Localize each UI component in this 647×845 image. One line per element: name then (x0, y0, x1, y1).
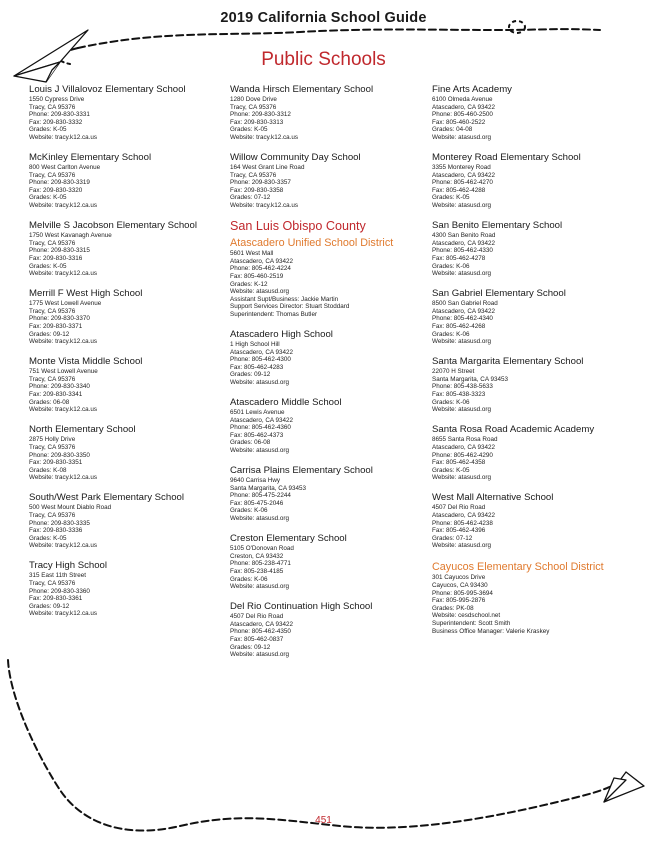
detail-line: Atascadero, CA 93422 (432, 443, 496, 451)
school-name: Fine Arts Academy (432, 84, 512, 95)
school-name: South/West Park Elementary School (29, 492, 184, 504)
phone-line: Phone: 209-830-3319 (29, 179, 90, 187)
grades-line: Grades: 09-12 (230, 371, 271, 379)
phone-line: Phone: 805-462-4330 (432, 247, 493, 255)
detail-line: 1750 West Kavanagh Avenue (29, 232, 112, 240)
fax-line: Fax: 805-238-4185 (230, 567, 284, 575)
detail-line: 500 West Mount Diablo Road (29, 504, 112, 512)
detail-line: 5601 West Mall (230, 250, 274, 258)
detail-line: 1280 Dove Drive (230, 96, 277, 103)
phone-line: Phone: 209-830-3350 (29, 451, 90, 459)
school-entry (29, 288, 225, 346)
website-line: Website: atasusd.org (230, 515, 290, 523)
detail-line: Atascadero, CA 93422 (432, 171, 496, 179)
school-name: Creston Elementary School (230, 533, 347, 545)
school-name: Tracy High School (29, 560, 108, 572)
grades-line: Grades: 09-12 (29, 602, 70, 610)
phone-line: Phone: 209-830-3335 (29, 519, 90, 527)
detail-line: 3355 Monterey Road (432, 164, 491, 172)
website-line: Website: tracy.k12.ca.us (29, 542, 98, 550)
school-name: Louis J Villalovoz Elementary School (29, 84, 186, 95)
fax-line: Fax: 209-830-3320 (29, 186, 83, 194)
school-entry (230, 533, 426, 591)
grades-line: Grades: K-05 (29, 534, 67, 542)
school-name: San Benito Elementary School (432, 220, 563, 232)
fax-line: Fax: 805-462-4358 (432, 459, 486, 467)
detail-line: Assistant Supt/Business: Jackie Martin (230, 295, 339, 303)
school-entry (29, 220, 225, 278)
grades-line: Grades: 04-08 (432, 126, 473, 134)
phone-line: Phone: 805-462-4340 (432, 315, 493, 323)
fax-line: Fax: 209-830-3361 (29, 595, 83, 603)
website-line: Website: atasusd.org (432, 202, 492, 210)
school-name: Del Rio Continuation High School (230, 601, 373, 613)
detail-line: 2875 Holly Drive (29, 436, 76, 444)
phone-line: Phone: 209-830-3370 (29, 315, 90, 323)
paper-airplane-icon (604, 772, 644, 802)
detail-line: 4507 Del Rio Road (432, 504, 486, 512)
website-line: Website: atasusd.org (230, 378, 290, 386)
phone-line: Phone: 805-462-4350 (230, 628, 291, 636)
grades-line: Grades: 06-08 (230, 439, 271, 447)
school-entry (432, 84, 628, 142)
school-entry (432, 492, 628, 550)
school-name: San Gabriel Elementary School (432, 288, 566, 300)
grades-line: Grades: 07-12 (230, 194, 271, 202)
school-entry (29, 560, 225, 618)
phone-line: Phone: 209-830-3357 (230, 179, 291, 187)
website-line: Website: atasusd.org (432, 474, 492, 482)
column-2 (230, 84, 426, 669)
detail-line: Atascadero, CA 93422 (432, 511, 496, 519)
fax-line: Fax: 805-460-2522 (432, 118, 486, 126)
school-name: McKinley Elementary School (29, 152, 152, 164)
detail-line: 315 East 11th Street (29, 572, 86, 580)
fax-line: Fax: 209-830-3313 (230, 118, 284, 126)
website-line: Website: atasusd.org (432, 338, 492, 346)
detail-line: Atascadero, CA 93422 (230, 620, 294, 628)
fax-line: Fax: 805-438-3323 (432, 391, 486, 399)
website-line: Website: tracy.k12.ca.us (29, 133, 98, 141)
phone-line: Phone: 805-462-4360 (230, 424, 291, 432)
grades-line: Grades: K-06 (432, 398, 470, 406)
website-line: Website: atasusd.org (432, 133, 492, 141)
fax-line: Fax: 209-830-3316 (29, 254, 83, 262)
detail-line: Atascadero, CA 93422 (432, 103, 496, 111)
column-3 (432, 84, 628, 646)
detail-line: Atascadero, CA 93422 (432, 307, 496, 315)
detail-line: Tracy, CA 95376 (29, 307, 76, 315)
school-name: Monterey Road Elementary School (432, 152, 581, 164)
phone-line: Phone: 805-462-4270 (432, 179, 493, 187)
detail-line: 8500 San Gabriel Road (432, 300, 498, 308)
phone-line: Phone: 209-830-3312 (230, 111, 291, 119)
grades-line: Grades: K-06 (230, 575, 268, 583)
school-name: Wanda Hirsch Elementary School (230, 84, 374, 95)
school-entry (29, 356, 225, 414)
grades-line: Grades: K-12 (230, 280, 268, 288)
detail-line: 8655 Santa Rosa Road (432, 436, 498, 444)
phone-line: Phone: 805-460-2500 (432, 111, 493, 119)
school-name: West Mall Alternative School (432, 492, 554, 504)
district-entry (432, 560, 628, 635)
grades-line: Grades: K-05 (29, 262, 67, 270)
school-entry (29, 84, 225, 142)
phone-line: Phone: 209-830-3315 (29, 247, 90, 255)
fax-line: Fax: 805-462-4288 (432, 186, 486, 194)
detail-line: Atascadero, CA 93422 (230, 348, 294, 356)
detail-line: 5105 O'Donovan Road (230, 545, 294, 553)
phone-line: Phone: 805-438-5633 (432, 383, 493, 391)
school-name: Carrisa Plains Elementary School (230, 465, 373, 477)
detail-line: Atascadero, CA 93422 (230, 257, 294, 265)
district-entry (230, 236, 426, 318)
grades-line: Grades: K-06 (230, 507, 268, 515)
school-entry (230, 397, 426, 455)
phone-line: Phone: 209-830-3331 (29, 111, 90, 119)
school-entry (432, 356, 628, 414)
grades-line: Grades: 09-12 (230, 643, 271, 651)
school-entry (230, 84, 426, 142)
detail-line: 6100 Olmeda Avenue (432, 96, 493, 103)
school-name: Monte Vista Middle School (29, 356, 143, 368)
fax-line: Fax: 209-830-3351 (29, 459, 83, 467)
grades-line: Grades: K-05 (432, 194, 470, 202)
detail-line: Tracy, CA 95376 (29, 171, 76, 179)
website-line: Website: tracy.k12.ca.us (29, 270, 98, 278)
phone-line: Phone: 209-830-3360 (29, 587, 90, 595)
phone-line: Phone: 805-462-4300 (230, 356, 291, 364)
website-line: Website: tracy.k12.ca.us (230, 202, 299, 210)
detail-line: 301 Cayucos Drive (432, 574, 486, 582)
detail-line: Atascadero, CA 93422 (230, 416, 294, 424)
detail-line: 4300 San Benito Road (432, 232, 496, 240)
grades-line: Grades: 06-08 (29, 398, 70, 406)
fax-line: Fax: 805-462-4283 (230, 363, 284, 371)
detail-line: 164 West Grant Line Road (230, 164, 305, 172)
website-line: Website: tracy.k12.ca.us (29, 406, 98, 414)
section-title: Public Schools (261, 49, 386, 70)
guide-title: 2019 California School Guide (220, 10, 427, 26)
grades-line: Grades: K-06 (432, 262, 470, 270)
detail-line: Tracy, CA 95376 (29, 443, 76, 451)
website-line: Website: tracy.k12.ca.us (29, 338, 98, 346)
grades-line: Grades: PK-08 (432, 604, 474, 612)
detail-line: Tracy, CA 95376 (29, 511, 76, 519)
detail-line: Support Services Director: Stuart Stoddard (230, 303, 350, 311)
detail-line: Santa Margarita, CA 93453 (230, 484, 306, 492)
school-entry (29, 152, 225, 210)
phone-line: Phone: 805-995-3694 (432, 589, 493, 597)
detail-line: Tracy, CA 95376 (230, 103, 277, 111)
fax-line: Fax: 209-830-3358 (230, 186, 284, 194)
phone-line: Phone: 805-462-4238 (432, 519, 493, 527)
detail-line: 9640 Carrisa Hwy (230, 477, 281, 485)
website-line: Website: tracy.k12.ca.us (29, 610, 98, 618)
district-name: Cayucos Elementary School District (432, 561, 604, 574)
detail-line: Tracy, CA 95376 (29, 103, 76, 111)
grades-line: Grades: K-05 (29, 194, 67, 202)
detail-line: Superintendent: Thomas Butler (230, 310, 318, 318)
website-line: Website: tracy.k12.ca.us (29, 474, 98, 482)
website-line: Website: atasusd.org (230, 447, 290, 454)
website-line: Website: atasusd.org (432, 406, 492, 414)
school-entry (230, 465, 426, 523)
fax-line: Fax: 209-830-3341 (29, 391, 83, 399)
school-name: Atascadero High School (230, 328, 333, 340)
detail-line: Atascadero, CA 93422 (432, 239, 496, 247)
county-heading: San Luis Obispo County (230, 219, 366, 234)
fax-line: Fax: 805-462-0837 (230, 636, 284, 643)
school-entry (432, 288, 628, 346)
website-line: Website: tracy.k12.ca.us (230, 133, 299, 141)
grades-line: Grades: 07-12 (432, 534, 473, 542)
website-line: Website: atasusd.org (432, 270, 492, 278)
fax-line: Fax: 805-462-4278 (432, 254, 486, 262)
school-entry (230, 601, 426, 659)
district-name: Atascadero Unified School District (230, 237, 394, 250)
fax-line: Fax: 209-830-3336 (29, 527, 83, 535)
fax-line: Fax: 209-830-3332 (29, 118, 83, 126)
website-line: Website: atasusd.org (432, 542, 492, 550)
page-number: 451 (315, 815, 332, 826)
detail-line: Tracy, CA 95376 (29, 375, 76, 383)
detail-line: 1 High School Hill (230, 340, 280, 348)
detail-line: 1775 West Lowell Avenue (29, 300, 102, 308)
column-1 (29, 84, 225, 629)
website-line: Website: cesdschool.net (432, 612, 501, 620)
detail-line: Tracy, CA 95376 (230, 171, 277, 179)
school-entry (230, 152, 426, 210)
school-name: Santa Rosa Road Academic Academy (432, 424, 595, 436)
school-name: North Elementary School (29, 424, 136, 436)
detail-line: Tracy, CA 95376 (29, 580, 76, 588)
school-entry (29, 492, 225, 550)
school-entry (29, 424, 225, 482)
detail-line: 6501 Lewis Avenue (230, 409, 285, 417)
detail-line: 751 West Lowell Avenue (29, 368, 98, 376)
detail-line: Santa Margarita, CA 93453 (432, 375, 508, 383)
fax-line: Fax: 209-830-3371 (29, 322, 83, 330)
fax-line: Fax: 805-995-2876 (432, 597, 486, 605)
fax-line: Fax: 805-460-2519 (230, 272, 284, 280)
website-line: Website: atasusd.org (230, 288, 290, 296)
detail-line: Creston, CA 93432 (230, 552, 284, 560)
phone-line: Phone: 805-462-4290 (432, 451, 493, 459)
grades-line: Grades: K-05 (29, 126, 67, 134)
phone-line: Phone: 805-462-4224 (230, 265, 291, 273)
phone-line: Phone: 805-475-2244 (230, 492, 291, 500)
detail-line: 800 West Carlton Avenue (29, 164, 101, 172)
fax-line: Fax: 805-462-4268 (432, 322, 486, 330)
fax-line: Fax: 805-475-2046 (230, 499, 284, 507)
detail-line: 4507 Del Rio Road (230, 613, 284, 621)
grades-line: Grades: K-08 (29, 466, 67, 474)
school-entry (432, 152, 628, 210)
fax-line: Fax: 805-462-4396 (432, 527, 486, 535)
fax-line: Fax: 805-462-4373 (230, 431, 284, 439)
detail-line: Tracy, CA 95376 (29, 239, 76, 247)
school-name: Merrill F West High School (29, 288, 143, 300)
school-name: Melville S Jacobson Elementary School (29, 220, 197, 232)
detail-line: Business Office Manager: Valerie Kraskey (432, 627, 550, 635)
detail-line: Cayucos, CA 93430 (432, 582, 488, 590)
grades-line: Grades: 09-12 (29, 330, 70, 338)
school-entry (230, 329, 426, 387)
website-line: Website: atasusd.org (230, 651, 290, 659)
grades-line: Grades: K-05 (230, 126, 268, 134)
grades-line: Grades: K-05 (432, 466, 470, 474)
detail-line: Superintendent: Scott Smith (432, 620, 511, 627)
school-entry (432, 220, 628, 278)
detail-line: 22070 H Street (432, 368, 475, 376)
phone-line: Phone: 805-238-4771 (230, 560, 291, 568)
school-name: Santa Margarita Elementary School (432, 356, 584, 368)
grades-line: Grades: K-06 (432, 330, 470, 338)
website-line: Website: atasusd.org (230, 583, 290, 591)
school-name: Willow Community Day School (230, 152, 361, 164)
website-line: Website: tracy.k12.ca.us (29, 202, 98, 210)
phone-line: Phone: 209-830-3340 (29, 383, 90, 391)
school-entry (432, 424, 628, 482)
school-name: Atascadero Middle School (230, 397, 342, 409)
detail-line: 1550 Cypress Drive (29, 96, 85, 103)
